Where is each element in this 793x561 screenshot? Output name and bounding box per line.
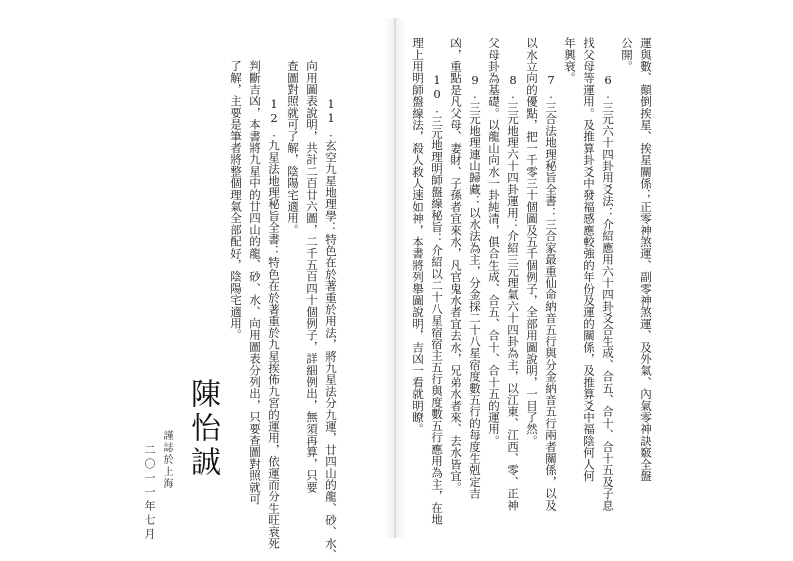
left-page-line-3: 查圖對照就可了解，陰陽宅適用。	[286, 60, 300, 236]
right-page-line-1: 運與數、顛倒挨星、挨星關係；正零神煞運、副零神煞運、及外氣、內氣零神訣竅全盤	[639, 37, 653, 482]
right-page-line-5: 年興衰。	[563, 37, 577, 84]
right-page-line-9: 父母卦為基礎。以龍山向水一卦純清，俱合生成、合五、合十、合十五的運用。	[487, 37, 501, 447]
left-page-line-4: 12.九星法地理秘旨全書：特色在於著重於九星挨佈九宮的運用，依運而分生旺衰死	[267, 97, 281, 550]
right-page-line-12: 10.三元地理明師盤線秘旨：介紹以二十八星宿宿主五行與度數五行應用為主，在地	[430, 73, 444, 526]
right-page-line-2: 公開。	[620, 37, 634, 73]
author-signature: 陳怡誠	[185, 378, 220, 480]
right-page-line-4: 找父母等運用。及推算卦爻中發福感應較強的年份及運的關係，及推算爻中福陰何人何	[582, 37, 596, 482]
right-page-line-10: 9.三元地理連山歸藏：以水法為主，分金採二十八星宿度數五行的每度生剋定吉	[468, 73, 482, 500]
right-page-line-11: 凶，重點是凡父母、妻財、子孫者宜來水，凡官鬼水者宜去水，兄弟水者來、去水皆宜。	[449, 37, 463, 494]
right-page-line-7: 以水立向的優點，把一千零三十個圖及五千個例子，全部用圖說明，一目了然。	[525, 37, 539, 447]
left-page-line-2: 向用圖表說明，共計二百廿六圖，二千五百四十個例子，詳細例出，無須再算，只要	[305, 60, 319, 493]
left-page-line-6: 了解，主要是筆者將整個理氣全部配好，陰陽宅適用。	[229, 60, 243, 341]
signature-date: 二〇一一年七月	[143, 444, 156, 542]
right-page-line-13: 理上用明師盤線法，殺人救人速如神，本書將列舉圖說明，吉凶一看就明瞭。	[411, 37, 425, 435]
book-spine	[394, 18, 396, 538]
left-page-line-1: 11.玄空九星地理學：特色在於著重於用法，將九星法分九運，廿四山的龍、砂、水、	[324, 97, 338, 561]
signature-note: 謹誌於上海	[161, 430, 172, 490]
left-page-line-5: 判斷吉凶，本書將九星中的廿四山的龍、砂、水、向用圖表分列出，只要查圖對照就可	[248, 60, 262, 505]
right-page-line-8: 8.三元地理六十四卦運用：介紹三元理氣六十四卦為主，以江東、江西、零、正神	[506, 73, 520, 511]
right-page-line-3: 6.三元六十四卦用爻法：介紹應用六十四卦爻合生成、合五、合十、合十五及子息	[601, 73, 615, 511]
right-page-line-6: 7.三合法地理秘旨全書：三合家最重仙命納音五行與分金納音五行兩者關係，以及	[544, 73, 558, 511]
